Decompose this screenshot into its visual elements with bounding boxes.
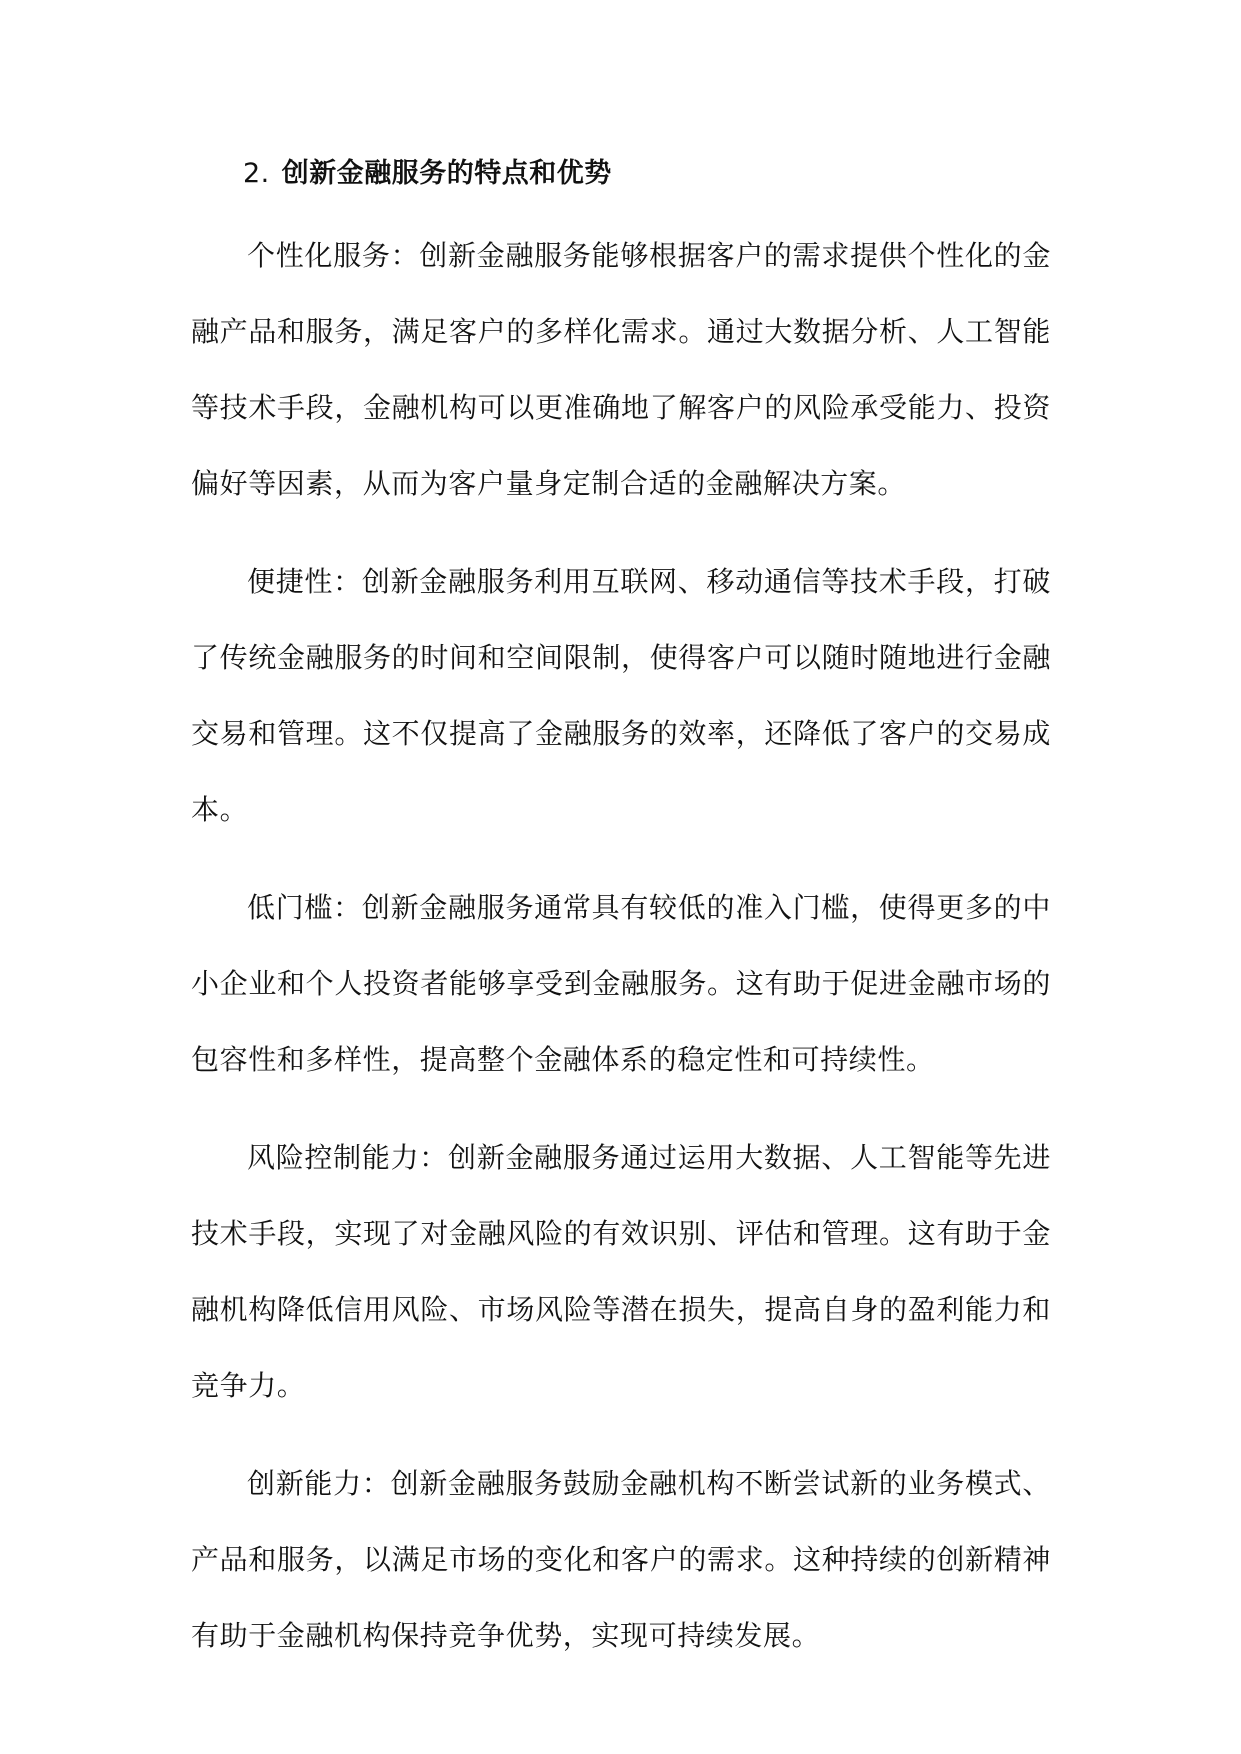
- paragraph-convenience: 便捷性：创新金融服务利用互联网、移动通信等技术手段，打破了传统金融服务的时间和空间限制，使得客户可以随时随地进行金融交易和管理。这不仅提高了金融服务的效率，还降低了客户的交易成本。: [191, 565, 1051, 826]
- paragraph-innovation: 创新能力：创新金融服务鼓励金融机构不断尝试新的业务模式、产品和服务，以满足市场的变化和客户的需求。这种持续的创新精神有助于金融机构保持竞争优势，实现可持续发展。: [191, 1467, 1051, 1652]
- section-heading: [191, 150, 1051, 198]
- section-number: 2.: [243, 158, 270, 189]
- paragraph-risk-control: 风险控制能力：创新金融服务通过运用大数据、人工智能等先进技术手段，实现了对金融风险的有效识别、评估和管理。这有助于金融机构降低信用风险、市场风险等潜在损失，提高自身的盈利能力和竞争力。: [191, 1141, 1051, 1402]
- paragraph-low-threshold: 低门槛：创新金融服务通常具有较低的准入门槛，使得更多的中小企业和个人投资者能够享受到金融服务。这有助于促进金融市场的包容性和多样性，提高整个金融体系的稳定性和可持续性。: [191, 891, 1051, 1076]
- document-body: [191, 150, 1051, 1674]
- section-title: 创新金融服务的特点和优势: [281, 158, 612, 189]
- paragraph-personalized-service: 个性化服务：创新金融服务能够根据客户的需求提供个性化的金融产品和服务，满足客户的多样化需求。通过大数据分析、人工智能等技术手段，金融机构可以更准确地了解客户的风险承受能力、投资偏好等因素，从而为客户量身定制合适的金融解决方案。: [191, 239, 1051, 500]
